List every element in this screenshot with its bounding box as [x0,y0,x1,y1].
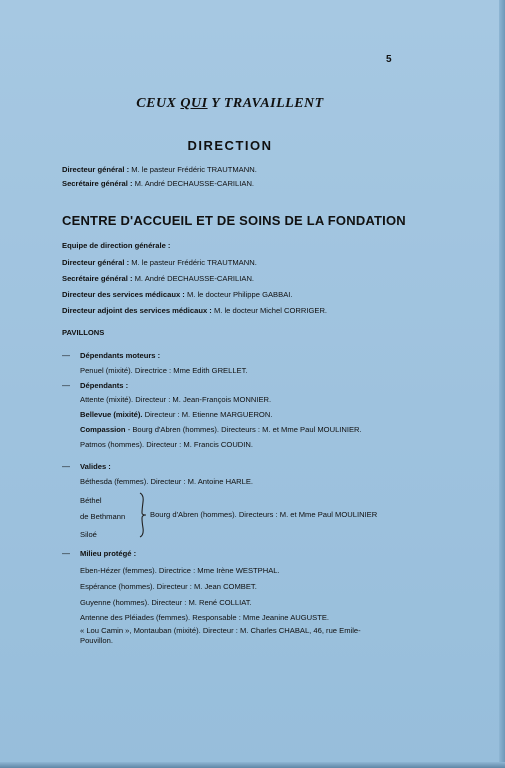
centre-line-4 [62,306,327,316]
dependants-line-3 [80,425,362,435]
direction-line-2-text: M. André DECHAUSSE-CARILIAN. [132,179,255,188]
centre-line-3-text: M. le docteur Philippe GABBAI. [184,290,293,299]
milieu-line-6: Pouvillon. [80,636,113,645]
dash-milieu: — [62,549,70,558]
centre-line-1-text: M. le pasteur Frédéric TRAUTMANN. [129,258,257,267]
dependants-line-3-text: - Bourg d'Abren (hommes). Directeurs : M. et Mme Paul MOULINIER. [125,425,362,434]
direction-heading: DIRECTION [187,138,273,153]
valides-group-text: Bourg d'Abren (hommes). Directeurs : M. et Mme Paul MOULINIER [150,510,378,519]
milieu-line-5: « Lou Camin », Montauban (mixité). Directeur : M. Charles CHABAL, 46, rue Emile- [80,626,361,635]
page-edge-right [499,0,505,768]
dependants-line-1: Attente (mixité). Directeur : M. Jean-François MONNIER. [80,395,272,404]
centre-line-1-label: Directeur général : [62,258,130,267]
valides-line-1: Béthesda (femmes). Directeur : M. Antoine HARLE. [80,477,254,486]
brace-symbol [137,492,147,538]
equipe-heading [62,241,170,251]
equipe-label: Equipe de direction générale : [62,241,171,250]
valides-group-name-2: de Bethmann [80,512,126,521]
dependants-line-2-text: Directeur : M. Etienne MARGUERON. [142,410,273,419]
main-title [0,96,460,112]
page-number: 5 [386,54,392,65]
page-edge-bottom [0,762,505,768]
dash-dep-moteurs: — [62,351,70,360]
title-part-2: QUI [180,96,208,111]
centre-line-2-label: Secrétaire général : [62,274,133,283]
direction-line-1-label: Directeur général : [62,165,130,174]
title-part-3: Y TRAVAILLENT [207,96,324,111]
direction-line-2-label: Secrétaire général : [62,179,133,188]
direction-line-1-text: M. le pasteur Frédéric TRAUTMANN. [129,165,257,174]
centre-line-1 [62,258,257,268]
milieu-line-2: Espérance (hommes). Directeur : M. Jean COMBET. [80,582,257,591]
dash-dependants: — [62,381,70,390]
centre-line-4-label: Directeur adjoint des services médicaux : [62,306,212,315]
dependants-heading: Dépendants : [80,381,129,390]
dash-valides: — [62,462,70,471]
dependants-line-4: Patmos (hommes). Directeur : M. Francis COUDIN. [80,440,253,449]
dependants-line-3-label: Compassion [80,425,126,434]
dep-moteurs-line-1: Penuel (mixité). Directrice : Mme Edith GRELLET. [80,366,248,375]
centre-line-3-label: Directeur des services médicaux : [62,290,185,299]
milieu-line-4: Antenne des Pléiades (femmes). Responsable : Mme Jeanine AUGUSTE. [80,613,330,622]
pavillons-heading: PAVILLONS [62,328,105,337]
centre-line-2 [62,274,254,284]
milieu-line-3: Guyenne (hommes). Directeur : M. René COLLIAT. [80,598,252,607]
valides-group-name-1: Béthel [80,496,102,505]
valides-group-name-3: Siloé [80,530,97,539]
dep-moteurs-heading: Dépendants moteurs : [80,351,161,360]
dependants-line-2-label: Bellevue (mixité). [80,410,143,419]
centre-line-3 [62,290,292,300]
direction-line-2 [62,179,254,189]
centre-line-4-text: M. le docteur Michel CORRIGER. [211,306,328,315]
milieu-line-1: Eben-Hézer (femmes). Directrice : Mme Irène WESTPHAL. [80,566,280,575]
title-part-1: CEUX [136,96,181,111]
milieu-heading: Milieu protégé : [80,549,137,558]
centre-line-2-text: M. André DECHAUSSE-CARILIAN. [132,274,255,283]
centre-heading: CENTRE D'ACCUEIL ET DE SOINS DE LA FONDATION [62,213,406,228]
dependants-line-2 [80,410,272,420]
direction-line-1 [62,165,257,175]
valides-heading: Valides : [80,462,111,471]
